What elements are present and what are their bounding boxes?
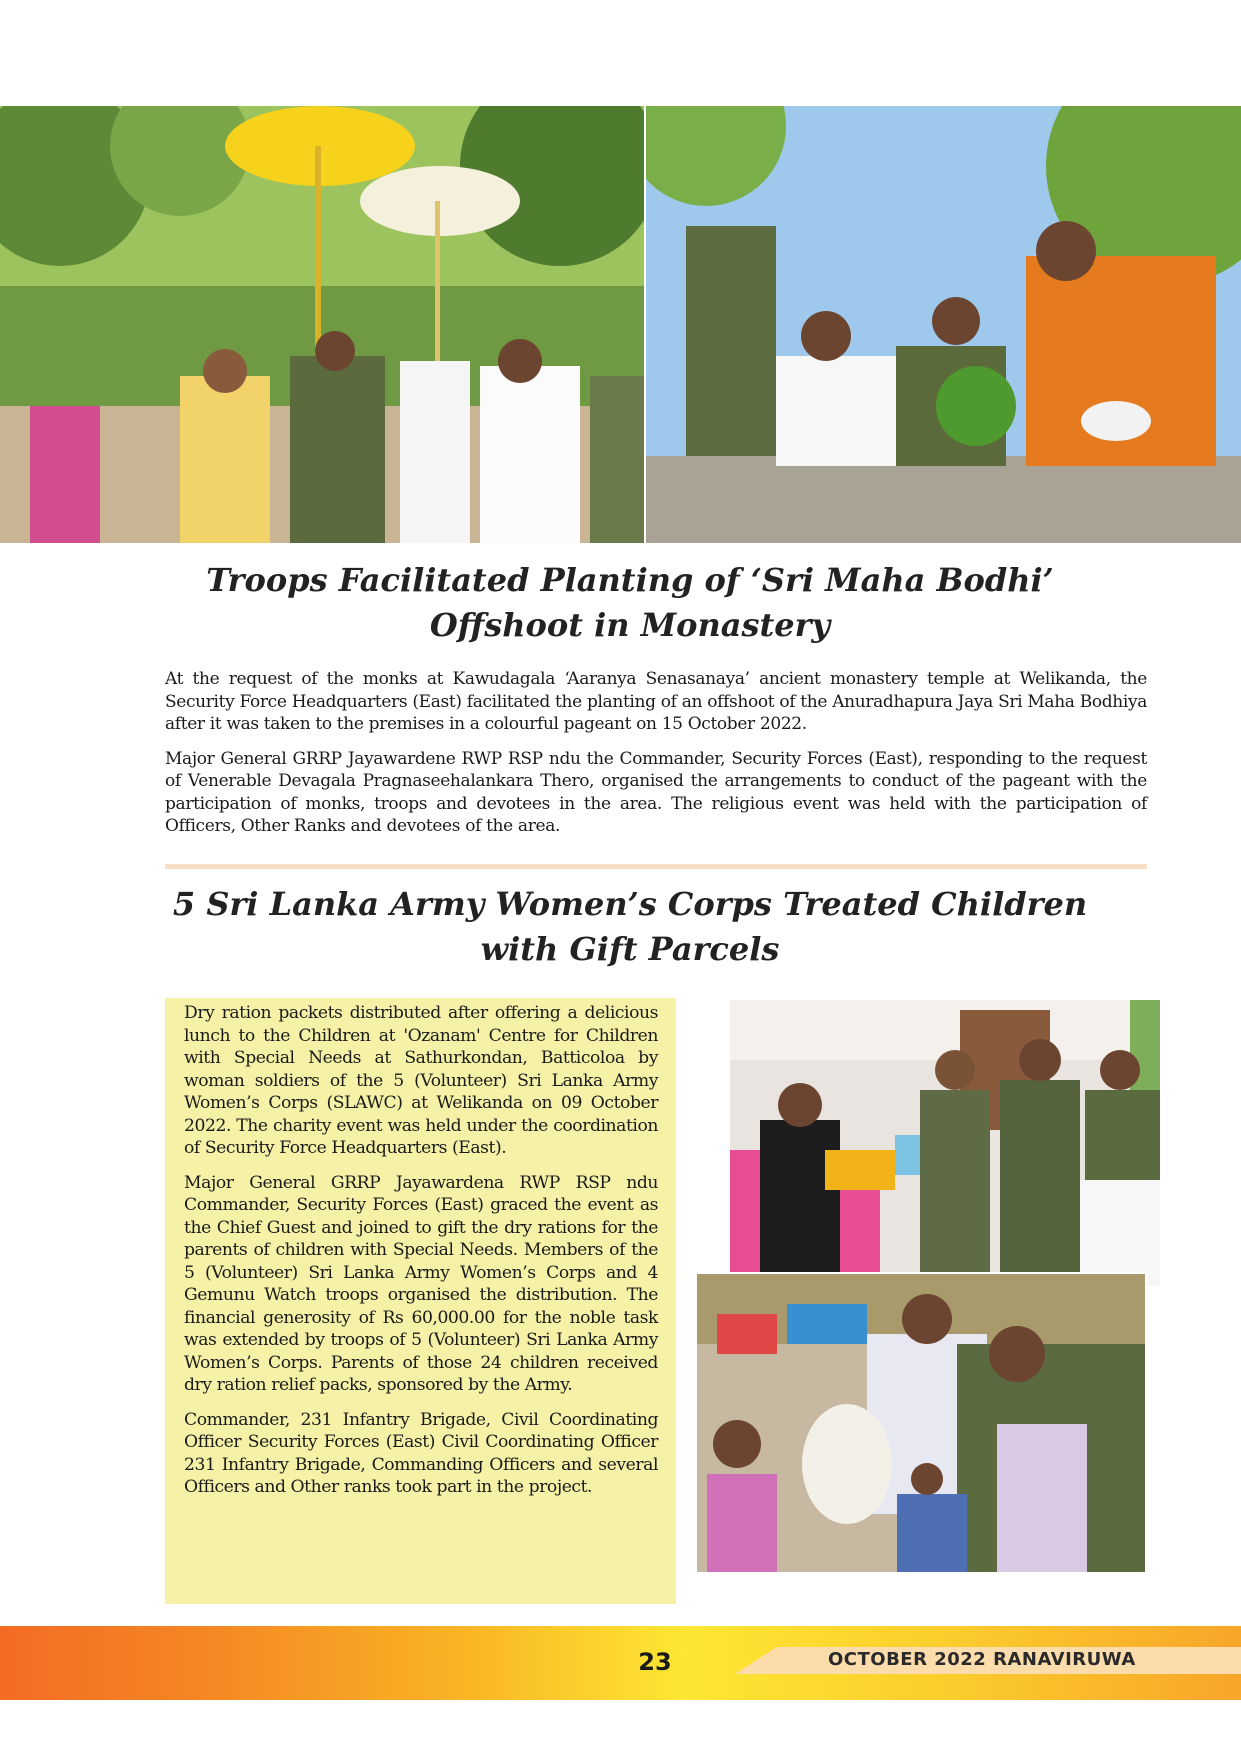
children-photo bbox=[695, 1272, 1147, 1574]
section-divider bbox=[165, 864, 1147, 869]
article-title-bodhi: Troops Facilitated Planting of ‘Sri Maha Bodhi’ Offshoot in Monastery bbox=[206, 561, 1054, 644]
article-title-womens-corps: 5 Sri Lanka Army Women’s Corps Treated Children with Gift Parcels bbox=[172, 885, 1088, 968]
paragraph: At the request of the monks at Kawudagala ‘Aaranya Senasanaya’ ancient monastery temple at Welikanda, the Security Force Headquarters (East) facilitated the planting of an offshoot of the Anuradhapura Jaya Sri Maha Bodhiya after it was taken to the premises in a colourful pageant on 15 October 2022. bbox=[165, 669, 1147, 734]
issue-label: OCTOBER 2022 RANAVIRUWA bbox=[828, 1649, 1136, 1670]
pageant-photo bbox=[0, 106, 644, 543]
paragraph: Major General GRRP Jayawardena RWP RSP ndu Commander, Security Forces (East) graced the event as the Chief Guest and joined to gift the dry rations for the parents of children with Special Needs. Members of the 5 (Volunteer) Sri Lanka Army Women’s Corps and 4 Gemunu Watch troops organised the distribution. The financial generosity of Rs 60,000.00 for the noble task was extended by troops of 5 (Volunteer) Sri Lanka Army Women’s Corps. Parents of those 24 children received dry ration relief packs, sponsored by the Army. bbox=[184, 1172, 658, 1395]
planting-photo bbox=[646, 106, 1241, 543]
article-body-bodhi bbox=[165, 668, 1147, 850]
paragraph: Major General GRRP Jayawardene RWP RSP ndu the Commander, Security Forces (East), responding to the request of Venerable Devagala Pragnaseehalankara Thero, organised the arrangements to conduct of the pageant with the participation of monks, troops and devotees in the area. The religious event was held with the participation of Officers, Other Ranks and devotees of the area. bbox=[165, 748, 1147, 836]
gift-ceremony-photo bbox=[730, 1000, 1160, 1286]
page-number: 23 bbox=[638, 1648, 672, 1676]
paragraph: Commander, 231 Infantry Brigade, Civil Coordinating Officer Security Forces (East) Civil Coordinating Officer 231 Infantry Brigade, Commanding Officers and several Officers and Other ranks took part in the project. bbox=[184, 1409, 658, 1497]
paragraph: Dry ration packets distributed after offering a delicious lunch to the Children at 'Ozanam' Centre for Children with Special Needs at Sathurkondan, Batticoloa by woman soldiers of the 5 (Volunteer) Sri Lanka Army Women’s Corps (SLAWC) at Welikanda on 09 October 2022. The charity event was held under the coordination of Security Force Headquarters (East). bbox=[184, 1003, 658, 1158]
article-body-womens-corps bbox=[184, 1002, 658, 1511]
